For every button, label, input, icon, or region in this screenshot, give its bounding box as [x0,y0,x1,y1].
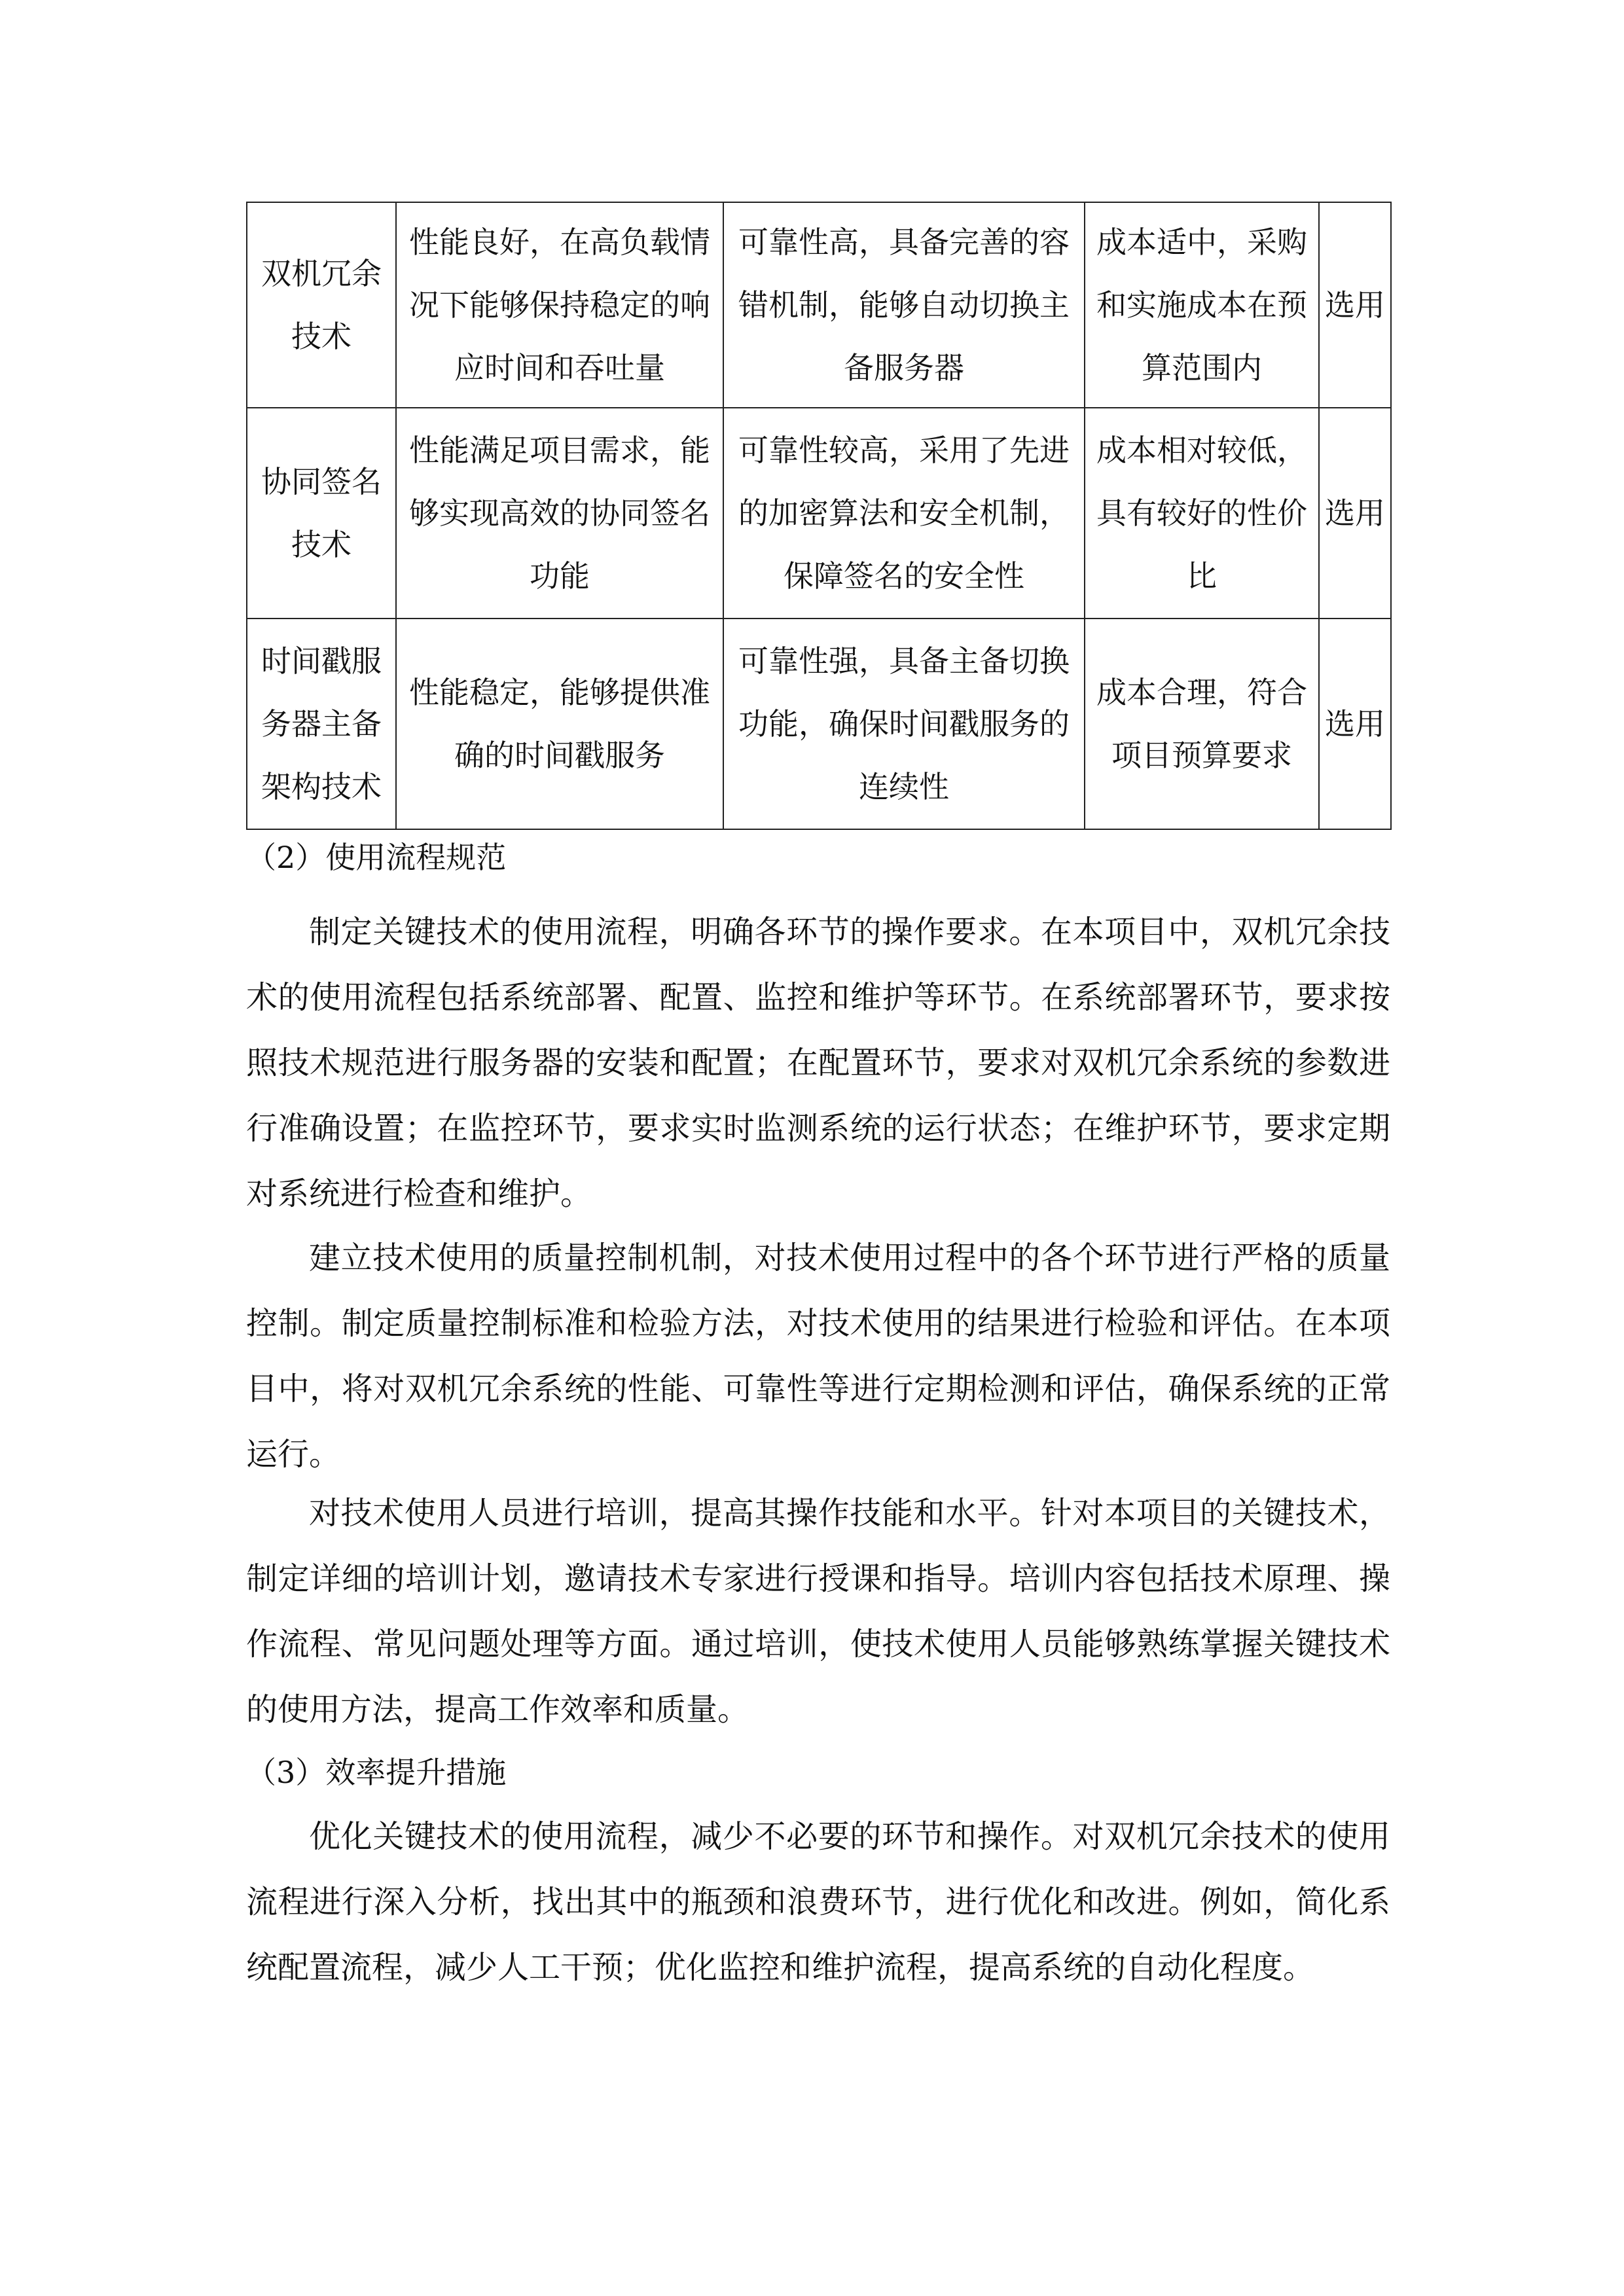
paragraph-quality-control: 建立技术使用的质量控制机制，对技术使用过程中的各个环节进行严格的质量控制。制定质量控制标准和检验方法，对技术使用的结果进行检验和评估。在本项目中，将对双机冗余系统的性能、可靠性等进行定期检测和评估，确保系统的正常运行。 [246,1240,1390,1473]
tech-name-cell: 双机冗余技术 [247,202,396,408]
reliability-cell: 可靠性强，具备主备切换功能，确保时间戳服务的连续性 [723,619,1085,829]
performance-cell: 性能满足项目需求，能够实现高效的协同签名功能 [396,408,723,619]
paragraph-training: 对技术使用人员进行培训，提高其操作技能和水平。针对本项目的关键技术，制定详细的培训计划，邀请技术专家进行授课和指导。培训内容包括技术原理、操作流程、常见问题处理等方面。通过培训，使技术使用人员能够熟练掌握关键技术的使用方法，提高工作效率和质量。 [246,1495,1390,1728]
performance-cell: 性能稳定，能够提供准确的时间戳服务 [396,619,723,829]
tech-name-cell: 协同签名技术 [247,408,396,619]
cost-cell: 成本合理，符合项目预算要求 [1085,619,1319,829]
cost-cell: 成本相对较低，具有较好的性价比 [1085,408,1319,619]
paragraph-efficiency: 优化关键技术的使用流程，减少不必要的环节和操作。对双机冗余技术的使用流程进行深入分析，找出其中的瓶颈和浪费环节，进行优化和改进。例如，简化系统配置流程，减少人工干预；优化监控和维护流程，提高系统的自动化程度。 [246,1818,1390,1986]
technology-evaluation-table [246,202,1392,830]
tech-name-cell: 时间戳服务器主备架构技术 [247,619,396,829]
performance-cell: 性能良好，在高负载情况下能够保持稳定的响应时间和吞吐量 [396,202,723,408]
table-row [247,408,1391,619]
table-row [247,619,1391,829]
decision-cell: 选用 [1319,619,1391,829]
decision-cell: 选用 [1319,202,1391,408]
paragraph-usage-process: 制定关键技术的使用流程，明确各环节的操作要求。在本项目中，双机冗余技术的使用流程包括系统部署、配置、监控和维护等环节。在系统部署环节，要求按照技术规范进行服务器的安装和配置；在配置环节，要求对双机冗余系统的参数进行准确设置；在监控环节，要求实时监测系统的运行状态；在维护环节，要求定期对系统进行检查和维护。 [246,914,1390,1212]
section-heading-usage-process: （2）使用流程规范 [246,840,507,875]
cost-cell: 成本适中，采购和实施成本在预算范围内 [1085,202,1319,408]
reliability-cell: 可靠性高，具备完善的容错机制，能够自动切换主备服务器 [723,202,1085,408]
reliability-cell: 可靠性较高，采用了先进的加密算法和安全机制，保障签名的安全性 [723,408,1085,619]
section-heading-efficiency: （3）效率提升措施 [246,1755,507,1790]
decision-cell: 选用 [1319,408,1391,619]
table-row [247,202,1391,408]
